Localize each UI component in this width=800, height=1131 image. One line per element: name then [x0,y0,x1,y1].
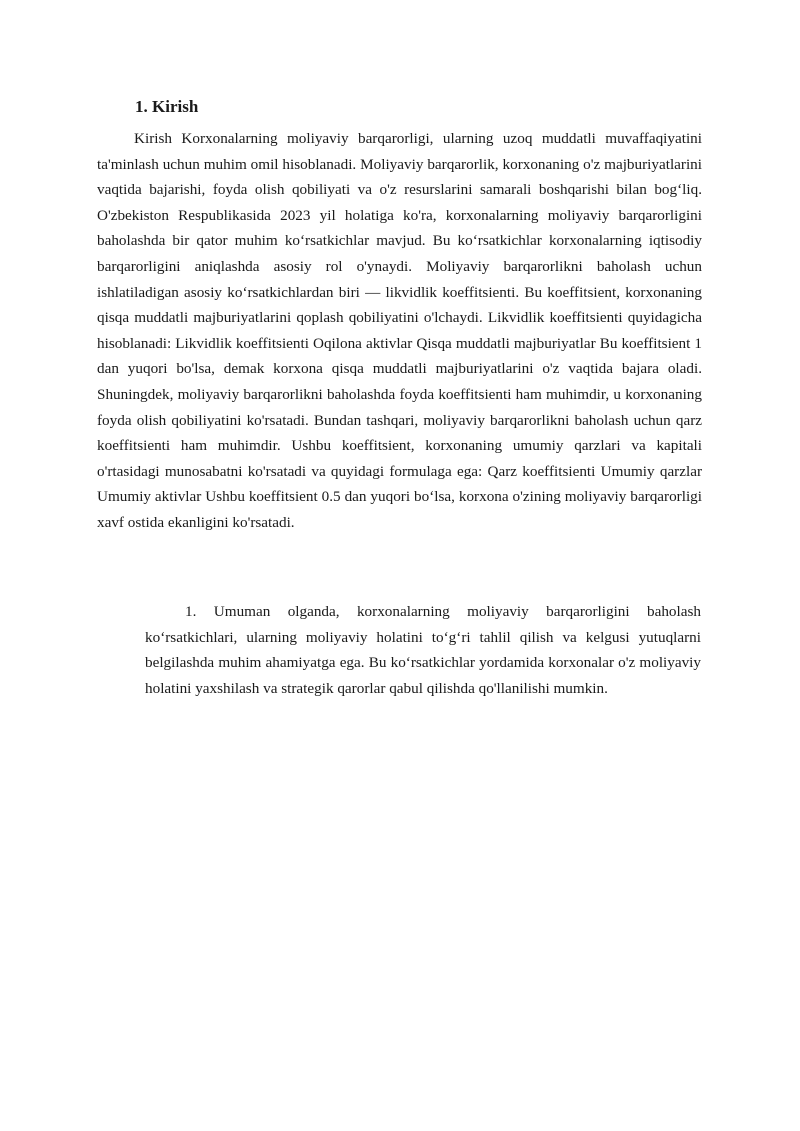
section-heading: 1. Kirish [135,97,199,116]
list-item: 1. Umuman olganda, korxonalarning moliyaviy barqarorligini baholash ko‘rsatkichlari, ularning moliyaviy holatini to‘g‘ri tahlil qilish va kelgusi yutuqlarni belgilashda muhim ahamiyatga ega. Bu ko‘rsatkichlar yordamida korxonalar o'z moliyaviy holatini yaxshilash va strategik qarorlar qabul qilishda qo'llanilishi mumkin. [145,603,701,697]
numbered-list [145,599,701,701]
body-paragraph: Kirish Korxonalarning moliyaviy barqarorligi, ularning uzoq muddatli muvaffaqiyatini ta'minlash uchun muhim omil hisoblanadi. Moliyaviy barqarorlik, korxonaning o'z majburiyatlarini vaqtida bajarishi, foyda olish qobiliyati va o'z resurslarini samarali boshqarishi bilan bog‘liq. O'zbekiston Respublikasida 2023 yil holatiga ko'ra, korxonalarning moliyaviy barqarorligini baholashda bir qator muhim ko‘rsatkichlar mavjud. Bu ko‘rsatkichlar korxonalarning iqtisodiy barqarorligini aniqlashda asosiy rol o'ynaydi. Moliyaviy barqarorlikni baholash uchun ishlatiladigan asosiy ko‘rsatkichlardan biri — likvidlik koeffitsienti. Bu koeffitsient, korxonaning qisqa muddatli majburiyatlarini qoplash qobiliyatini o'lchaydi. Likvidlik koeffitsienti quyidagicha hisoblanadi: Likvidlik koeffitsienti Oqilona aktivlar Qisqa muddatli majburiyatlar Bu koeffitsient 1 dan yuqori bo'lsa, demak korxona qisqa muddatli majburiyatlarini o'z vaqtida bajara oladi. Shuningdek, moliyaviy barqarorlikni baholashda foyda koeffitsienti ham muhimdir, u korxonaning foyda olish qobiliyatini ko'rsatadi. Bundan tashqari, moliyaviy barqarorlikni baholash uchun qarz koeffitsienti ham muhimdir. Ushbu koeffitsient, korxonaning umumiy qarzlari va kapitali o'rtasidagi munosabatni ko'rsatadi va quyidagi formulaga ega: Qarz koeffitsienti Umumiy qarzlar Umumiy aktivlar Ushbu koeffitsient 0.5 dan yuqori bo‘lsa, korxona o'zining moliyaviy barqarorligi xavf ostida ekanligini ko'rsatadi. [97,130,702,531]
